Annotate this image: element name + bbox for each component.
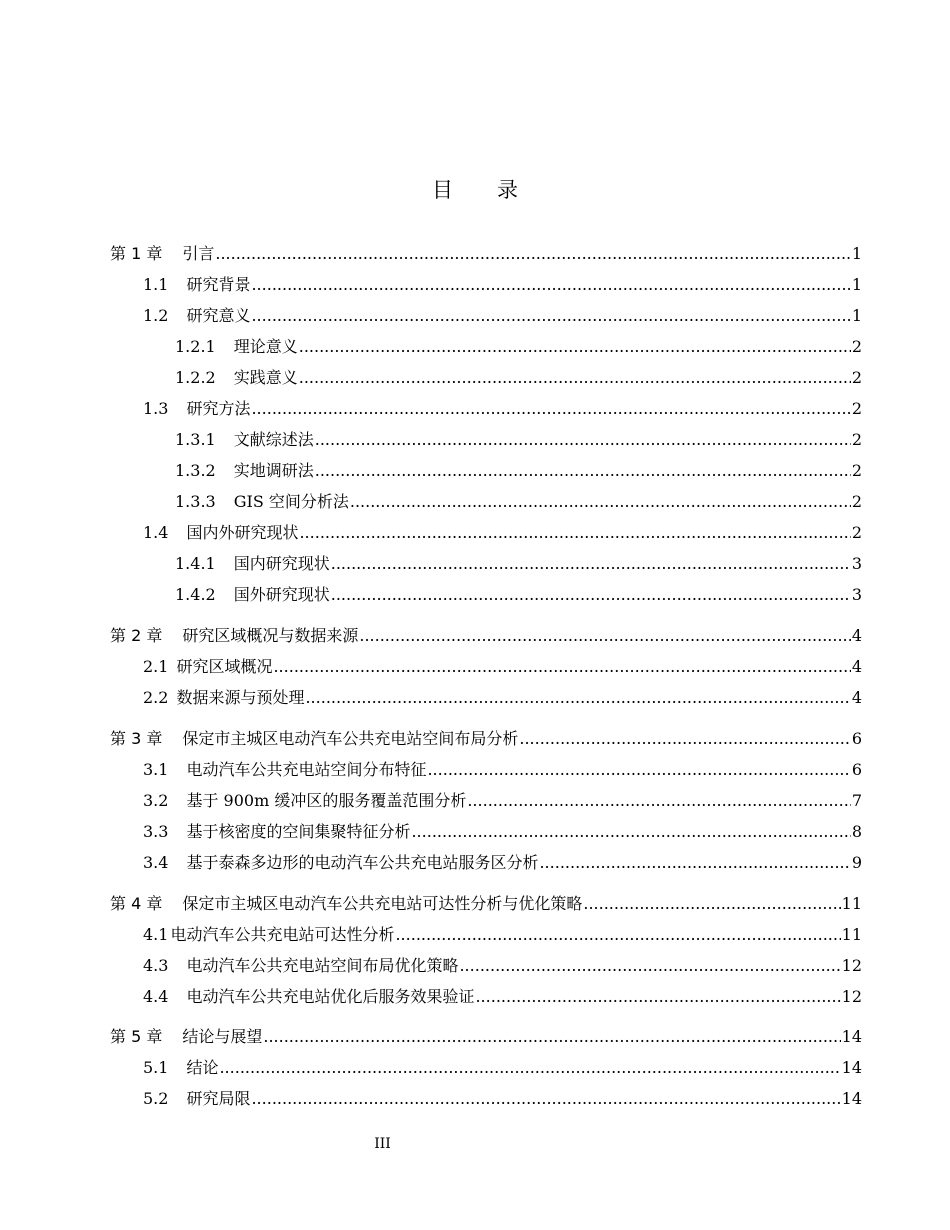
toc-leader-dots <box>411 822 850 842</box>
toc-section-entry[interactable] <box>0 488 950 512</box>
toc-entry-page: 3 <box>851 554 862 573</box>
toc-section-entry[interactable] <box>0 1054 950 1078</box>
toc-section-entry[interactable] <box>0 395 950 419</box>
toc-entry-number: 2.1 <box>143 657 169 676</box>
toc-chapter-entry[interactable] <box>0 622 950 646</box>
toc-entry-title: 结论 <box>186 1058 219 1077</box>
toc-entry-title: 基于泰森多边形的电动汽车公共充电站服务区分析 <box>186 853 539 872</box>
toc-entry-label <box>175 554 330 574</box>
toc-entry-label <box>175 430 314 450</box>
toc-entry-page: 14 <box>841 1027 862 1046</box>
toc-entry-page: 9 <box>851 853 862 872</box>
toc-entry-number: 1.4.2 <box>175 585 216 604</box>
toc-entry-number: 1.3.3 <box>175 492 216 511</box>
toc-entry-title: 结论与展望 <box>182 1027 263 1046</box>
toc-entry-number: 3.1 <box>143 760 169 779</box>
toc-section-entry[interactable] <box>0 426 950 450</box>
toc-leader-dots <box>395 925 840 945</box>
toc-leader-dots <box>299 368 851 388</box>
toc-leader-dots <box>583 894 840 914</box>
toc-entry-label <box>143 275 250 295</box>
toc-section-entry[interactable] <box>0 849 950 873</box>
toc-entry-page: 4 <box>851 688 862 707</box>
toc-leader-dots <box>331 585 851 605</box>
toc-entry-page: 3 <box>851 585 862 604</box>
toc-entry-title: 电动汽车公共充电站空间布局优化策略 <box>186 956 459 975</box>
toc-entry-page: 1 <box>851 275 862 294</box>
toc-entry-label <box>175 337 298 357</box>
toc-entry-title: 基于 900m 缓冲区的服务覆盖范围分析 <box>186 791 467 810</box>
toc-entry-title: 研究背景 <box>186 275 251 294</box>
toc-entry-page: 2 <box>851 337 862 356</box>
toc-chapter-entry[interactable] <box>0 240 950 264</box>
toc-leader-dots <box>263 1027 840 1047</box>
toc-entry-page: 7 <box>851 791 862 810</box>
toc-entry-label <box>143 399 250 419</box>
toc-section-entry[interactable] <box>0 519 950 543</box>
toc-entry-label <box>110 626 358 646</box>
toc-entry-label <box>143 822 410 842</box>
toc-entry-number: 1.4.1 <box>175 554 216 573</box>
toc-entry-label <box>175 585 330 605</box>
toc-entry-page: 2 <box>851 523 862 542</box>
toc-entry-page: 2 <box>851 399 862 418</box>
toc-entry-title: 国内外研究现状 <box>186 523 299 542</box>
toc-leader-dots <box>219 1058 840 1078</box>
toc-entry-number: 3.3 <box>143 822 169 841</box>
toc-leader-dots <box>475 987 840 1007</box>
toc-leader-dots <box>299 523 850 543</box>
toc-entry-page: 2 <box>851 492 862 511</box>
toc-leader-dots <box>273 657 850 677</box>
toc-entry-label <box>143 688 304 708</box>
toc-chapter-entry[interactable] <box>0 725 950 749</box>
toc-section-entry[interactable] <box>0 550 950 574</box>
toc-section-entry[interactable] <box>0 364 950 388</box>
toc-entry-title: GIS 空间分析法 <box>233 492 349 511</box>
toc-entry-number: 1.2.1 <box>175 337 216 356</box>
toc-entry-label <box>110 1027 262 1047</box>
toc-entry-number: 1.2 <box>143 306 169 325</box>
toc-entry-page: 2 <box>851 430 862 449</box>
toc-entry-page: 6 <box>851 760 862 779</box>
toc-entry-number: 5.1 <box>143 1058 169 1077</box>
toc-entry-title: 国内研究现状 <box>233 554 330 573</box>
toc-entry-number: 第 4 章 <box>110 894 163 913</box>
toc-entry-title: 数据来源与预处理 <box>176 688 305 707</box>
toc-entry-number: 第 1 章 <box>110 244 163 263</box>
toc-chapter-entry[interactable] <box>0 890 950 914</box>
toc-entry-number: 1.4 <box>143 523 169 542</box>
toc-entry-label <box>110 894 582 914</box>
toc-entry-title: 研究意义 <box>186 306 251 325</box>
toc-entry-title: 实践意义 <box>233 368 298 387</box>
toc-section-entry[interactable] <box>0 581 950 605</box>
toc-entry-label <box>143 853 538 873</box>
toc-entry-title: 文献综述法 <box>233 430 314 449</box>
toc-section-entry[interactable] <box>0 271 950 295</box>
toc-leader-dots <box>315 430 851 450</box>
toc-entry-number: 第 3 章 <box>110 729 163 748</box>
toc-leader-dots <box>427 760 850 780</box>
toc-entry-number: 第 2 章 <box>110 626 163 645</box>
toc-leader-dots <box>519 729 850 749</box>
toc-entry-title: 实地调研法 <box>233 461 314 480</box>
page-number: III <box>374 1136 391 1152</box>
toc-entry-page: 8 <box>851 822 862 841</box>
toc-entry-label <box>143 657 272 677</box>
toc-entry-label <box>175 461 314 481</box>
toc-entry-number: 4.3 <box>143 956 169 975</box>
toc-title-part: 录 <box>497 178 518 202</box>
toc-leader-dots <box>315 461 851 481</box>
toc-leader-dots <box>251 275 850 295</box>
toc-entry-page: 14 <box>841 1089 862 1108</box>
toc-entry-label <box>175 492 349 512</box>
toc-entry-label <box>143 306 250 326</box>
toc-leader-dots <box>251 1089 840 1109</box>
toc-section-entry[interactable] <box>0 333 950 357</box>
toc-entry-label <box>143 987 474 1007</box>
toc-entry-number: 1.3.1 <box>175 430 216 449</box>
toc-entry-number: 3.2 <box>143 791 169 810</box>
toc-leader-dots <box>359 626 850 646</box>
toc-entry-title: 国外研究现状 <box>233 585 330 604</box>
toc-entry-title: 电动汽车公共充电站可达性分析 <box>170 925 395 944</box>
toc-entry-title: 保定市主城区电动汽车公共充电站空间布局分析 <box>182 729 519 748</box>
toc-leader-dots <box>459 956 840 976</box>
toc-entry-page: 2 <box>851 368 862 387</box>
toc-entry-number: 1.2.2 <box>175 368 216 387</box>
toc-entry-label <box>143 791 466 811</box>
toc-section-entry[interactable] <box>0 457 950 481</box>
toc-entry-page: 11 <box>841 925 862 944</box>
toc-entry-page: 14 <box>841 1058 862 1077</box>
toc-section-entry[interactable] <box>0 684 950 708</box>
toc-leader-dots <box>251 399 850 419</box>
toc-entry-title: 引言 <box>182 244 215 263</box>
toc-leader-dots <box>215 244 850 264</box>
toc-section-entry[interactable] <box>0 1085 950 1109</box>
toc-entry-number: 3.4 <box>143 853 169 872</box>
toc-entry-page: 6 <box>851 729 862 748</box>
toc-entry-page: 12 <box>841 987 862 1006</box>
toc-entry-page: 11 <box>841 894 862 913</box>
toc-entry-label <box>143 523 298 543</box>
toc-section-entry[interactable] <box>0 756 950 780</box>
toc-section-entry[interactable] <box>0 921 950 945</box>
toc-leader-dots <box>331 554 851 574</box>
toc-entry-title: 研究方法 <box>186 399 251 418</box>
toc-entry-number: 1.1 <box>143 275 169 294</box>
toc-entry-page: 1 <box>851 244 862 263</box>
toc-entry-title: 研究局限 <box>186 1089 251 1108</box>
toc-entry-title: 电动汽车公共充电站优化后服务效果验证 <box>186 987 475 1006</box>
toc-entry-number: 第 5 章 <box>110 1027 163 1046</box>
toc-leader-dots <box>251 306 850 326</box>
toc-entry-label <box>175 368 298 388</box>
toc-entry-label <box>110 244 214 264</box>
toc-entry-page: 4 <box>851 626 862 645</box>
toc-entry-page: 2 <box>851 461 862 480</box>
toc-section-entry[interactable] <box>0 952 950 976</box>
toc-leader-dots <box>305 688 850 708</box>
toc-chapter-entry[interactable] <box>0 1023 950 1047</box>
toc-entry-label <box>143 956 458 976</box>
toc-entry-page: 1 <box>851 306 862 325</box>
toc-section-entry[interactable] <box>0 787 950 811</box>
toc-entry-number: 2.2 <box>143 688 169 707</box>
toc-entry-label <box>143 1089 250 1109</box>
toc-leader-dots <box>299 337 851 357</box>
toc-entry-number: 1.3.2 <box>175 461 216 480</box>
toc-title <box>0 174 950 204</box>
toc-entry-title: 研究区域概况 <box>176 657 273 676</box>
toc-entry-label <box>110 729 518 749</box>
toc-leader-dots <box>539 853 850 873</box>
toc-entry-title: 研究区域概况与数据来源 <box>182 626 359 645</box>
toc-entry-title: 电动汽车公共充电站空间分布特征 <box>186 760 427 779</box>
toc-entry-label <box>143 1058 218 1078</box>
toc-entry-page: 12 <box>841 956 862 975</box>
toc-leader-dots <box>467 791 850 811</box>
toc-entry-number: 5.2 <box>143 1089 169 1108</box>
toc-section-entry[interactable] <box>0 983 950 1007</box>
toc-entry-label <box>143 925 394 945</box>
toc-section-entry[interactable] <box>0 653 950 677</box>
toc-section-entry[interactable] <box>0 818 950 842</box>
toc-entry-page: 4 <box>851 657 862 676</box>
toc-title-part: 目 <box>432 178 453 202</box>
toc-leader-dots <box>350 492 851 512</box>
toc-entry-label <box>143 760 426 780</box>
toc-entry-number: 4.1 <box>143 925 169 944</box>
toc-entry-title: 保定市主城区电动汽车公共充电站可达性分析与优化策略 <box>182 894 583 913</box>
toc-entry-number: 4.4 <box>143 987 169 1006</box>
toc-entry-number: 1.3 <box>143 399 169 418</box>
toc-entry-title: 基于核密度的空间集聚特征分析 <box>186 822 411 841</box>
toc-section-entry[interactable] <box>0 302 950 326</box>
toc-entry-title: 理论意义 <box>233 337 298 356</box>
